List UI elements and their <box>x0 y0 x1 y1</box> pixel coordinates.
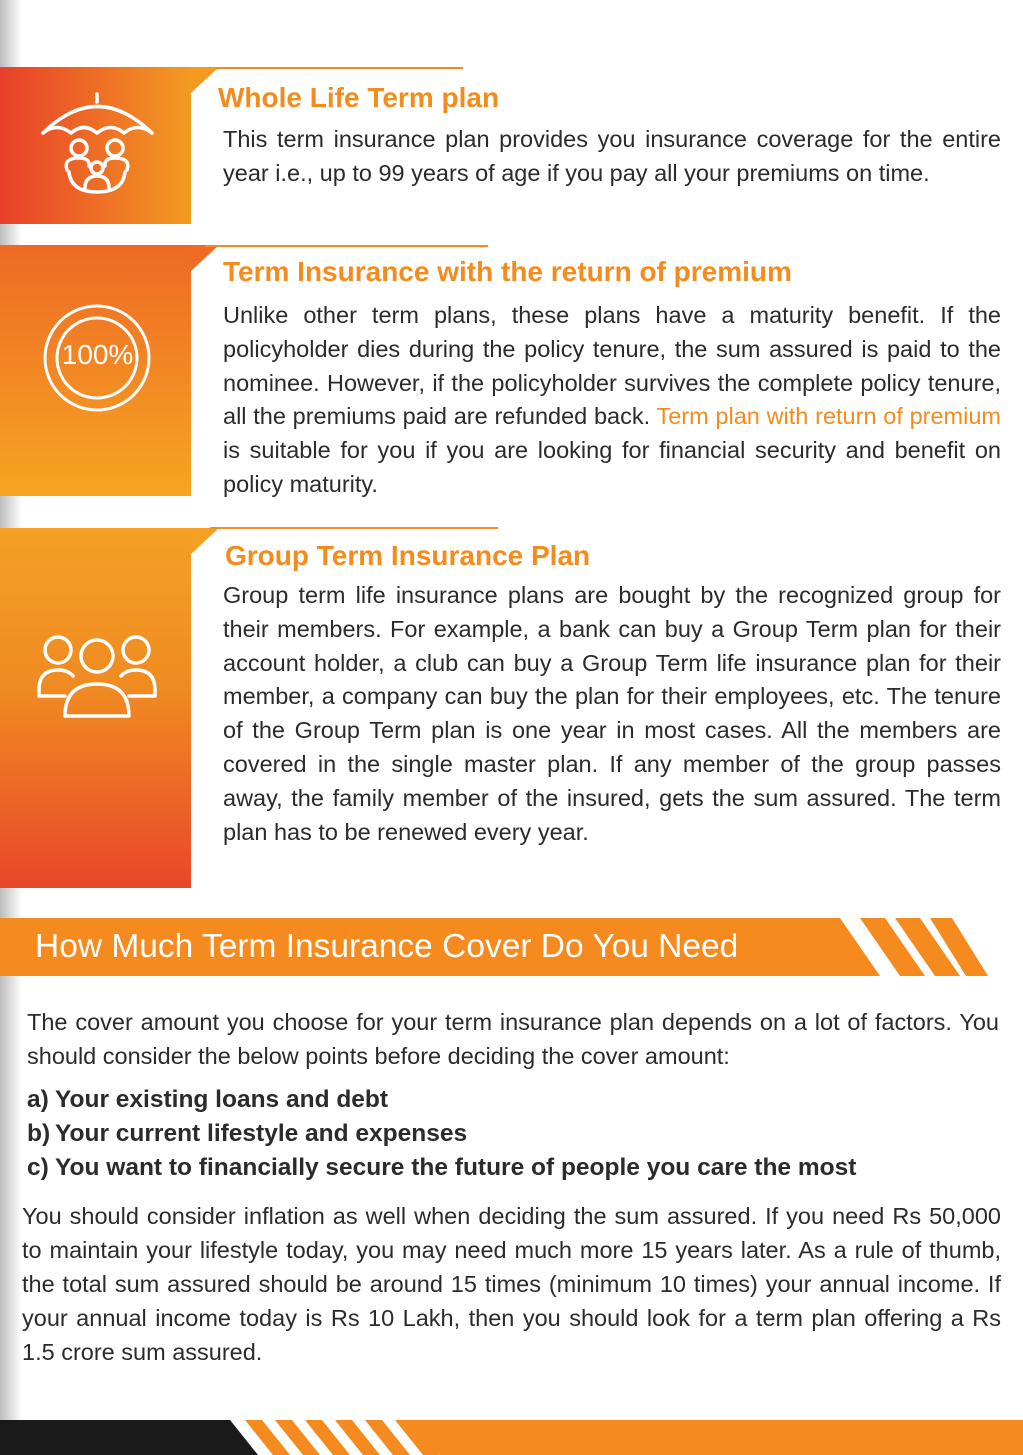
plan-2-rule <box>205 245 488 247</box>
list-item <box>27 1083 856 1117</box>
cover-heading: How Much Term Insurance Cover Do You Need <box>35 928 739 965</box>
list-item-letter: c) <box>27 1154 49 1181</box>
banner-stripes-decoration <box>840 918 1000 976</box>
plan-1-description: This term insurance plan provides you insurance coverage for the entire year i.e., up to 99 years of age if you pay all your premiums on time. <box>223 126 1001 186</box>
footer-stripe-decoration <box>0 1420 1023 1455</box>
list-item <box>27 1117 856 1151</box>
list-item-letter: a) <box>27 1086 49 1113</box>
hundred-percent-label: 100% <box>61 339 134 370</box>
cover-intro: The cover amount you choose for your term insurance plan depends on a lot of factors. You should consider the below points before deciding the cover amount: <box>27 1009 999 1069</box>
group-people-icon <box>35 628 160 723</box>
list-item <box>27 1151 856 1185</box>
list-item-text: Your existing loans and debt <box>55 1086 389 1113</box>
plan-2-title: Term Insurance with the return of premium <box>223 256 792 287</box>
plan-1-title: Whole Life Term plan <box>218 82 500 113</box>
cover-factors-list <box>27 1083 856 1185</box>
cover-closing-paragraph: You should consider inflation as well when deciding the sum assured. If you need Rs 50,000 to maintain your lifestyle today, you may need much more 15 years later. As a rule of thumb, the total sum assured should be around 15 times (minimum 10 times) your annual income. If your annual income today is Rs 10 Lakh, then you should look for a term plan offering a Rs 1.5 crore sum assured. <box>22 1203 1001 1365</box>
plan-3-description: Group term life insurance plans are bought by the recognized group for their members. For example, a bank can buy a Group Term plan for their account holder, a club can buy a Group Term life insurance plan for their member, a company can buy the plan for their employees, etc. The tenure of the Group Term plan is one year in most cases. All the members are covered in the single master plan. If any member of the group passes away, the family member of the insured, gets the sum assured. The term plan has to be renewed every year. <box>223 582 1001 845</box>
list-item-letter: b) <box>27 1120 51 1147</box>
plan-3-rule <box>210 527 498 529</box>
plan-3-title: Group Term Insurance Plan <box>225 540 591 571</box>
term-plan-return-premium-link[interactable]: Term plan with return of premium <box>656 403 1002 430</box>
plan-3-panel-tab <box>191 528 221 554</box>
plan-1-panel-tab <box>191 67 221 93</box>
list-item-text: You want to financially secure the future of people you care the most <box>55 1154 857 1181</box>
plan-2-text-before-link: Unlike other term plans, these plans have a maturity benefit. If the policyholder dies during the policy tenure, the sum assured is paid to the nominee. However, if the policyholder survives the complete policy tenure, all the premiums paid are refunded back. <box>223 302 1001 430</box>
plan-1-rule <box>215 67 463 69</box>
hundred-percent-icon <box>35 296 160 421</box>
plan-2-text-after-link: is suitable for you if you are looking for financial security and benefit on policy maturity. <box>223 437 1001 497</box>
plan-2-description <box>223 299 1001 502</box>
plan-2-panel-tab <box>191 245 221 271</box>
umbrella-family-icon <box>35 88 160 213</box>
list-item-text: Your current lifestyle and expenses <box>55 1120 468 1147</box>
